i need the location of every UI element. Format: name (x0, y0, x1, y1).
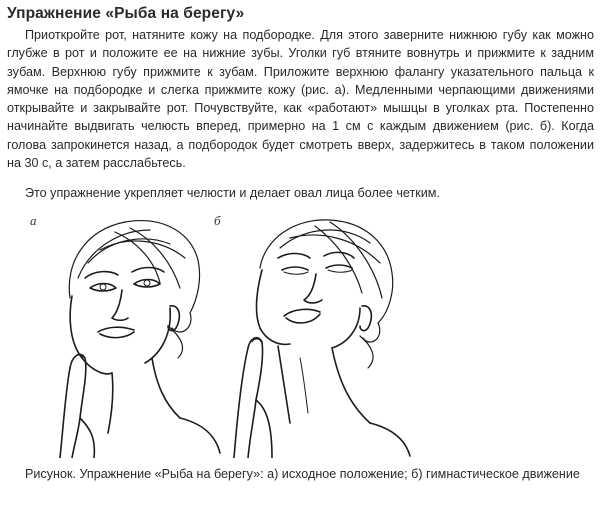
face-a-drawing (60, 221, 220, 458)
figure-label-a: а (30, 213, 37, 228)
article-paragraph-instructions: Приоткройте рот, натяните кожу на подбородке. Для этого заверните нижнюю губу как можно глубже в рот и положите ее на нижние зубы. Уголки губ втяните вовнутрь и прижмите к задним зубам. Верхнюю губу прижмите к зубам. Приложите верхнюю фалангу указательного пальца к ямочке на подбородке и слегка прижмите кожу (рис. а). Медленными черпающими движениями открывайте и закрывайте рот. Почувствуйте, как «работают» мышцы в уголках рта. Постепенно начинайте выдвигать челюсть вперед, примерно на 1 см с каждым движением (рис. б). Когда голова запрокинется назад, а подбородок будет смотреть вверх, задержитесь в таком положении на 30 с, а затем расслабьтесь. (7, 28, 594, 171)
figure-label-b: б (214, 213, 221, 228)
face-drawings (30, 208, 420, 458)
article-title: Упражнение «Рыба на берегу» (7, 5, 245, 22)
face-b-drawing (234, 220, 410, 458)
article-paragraph-benefit: Это упражнение укрепляет челюсти и делает овал лица более четким. (25, 186, 440, 200)
exercise-illustration (30, 208, 420, 458)
figure-caption: Рисунок. Упражнение «Рыба на берегу»: а) исходное положение; б) гимнастическое движение (25, 467, 580, 481)
